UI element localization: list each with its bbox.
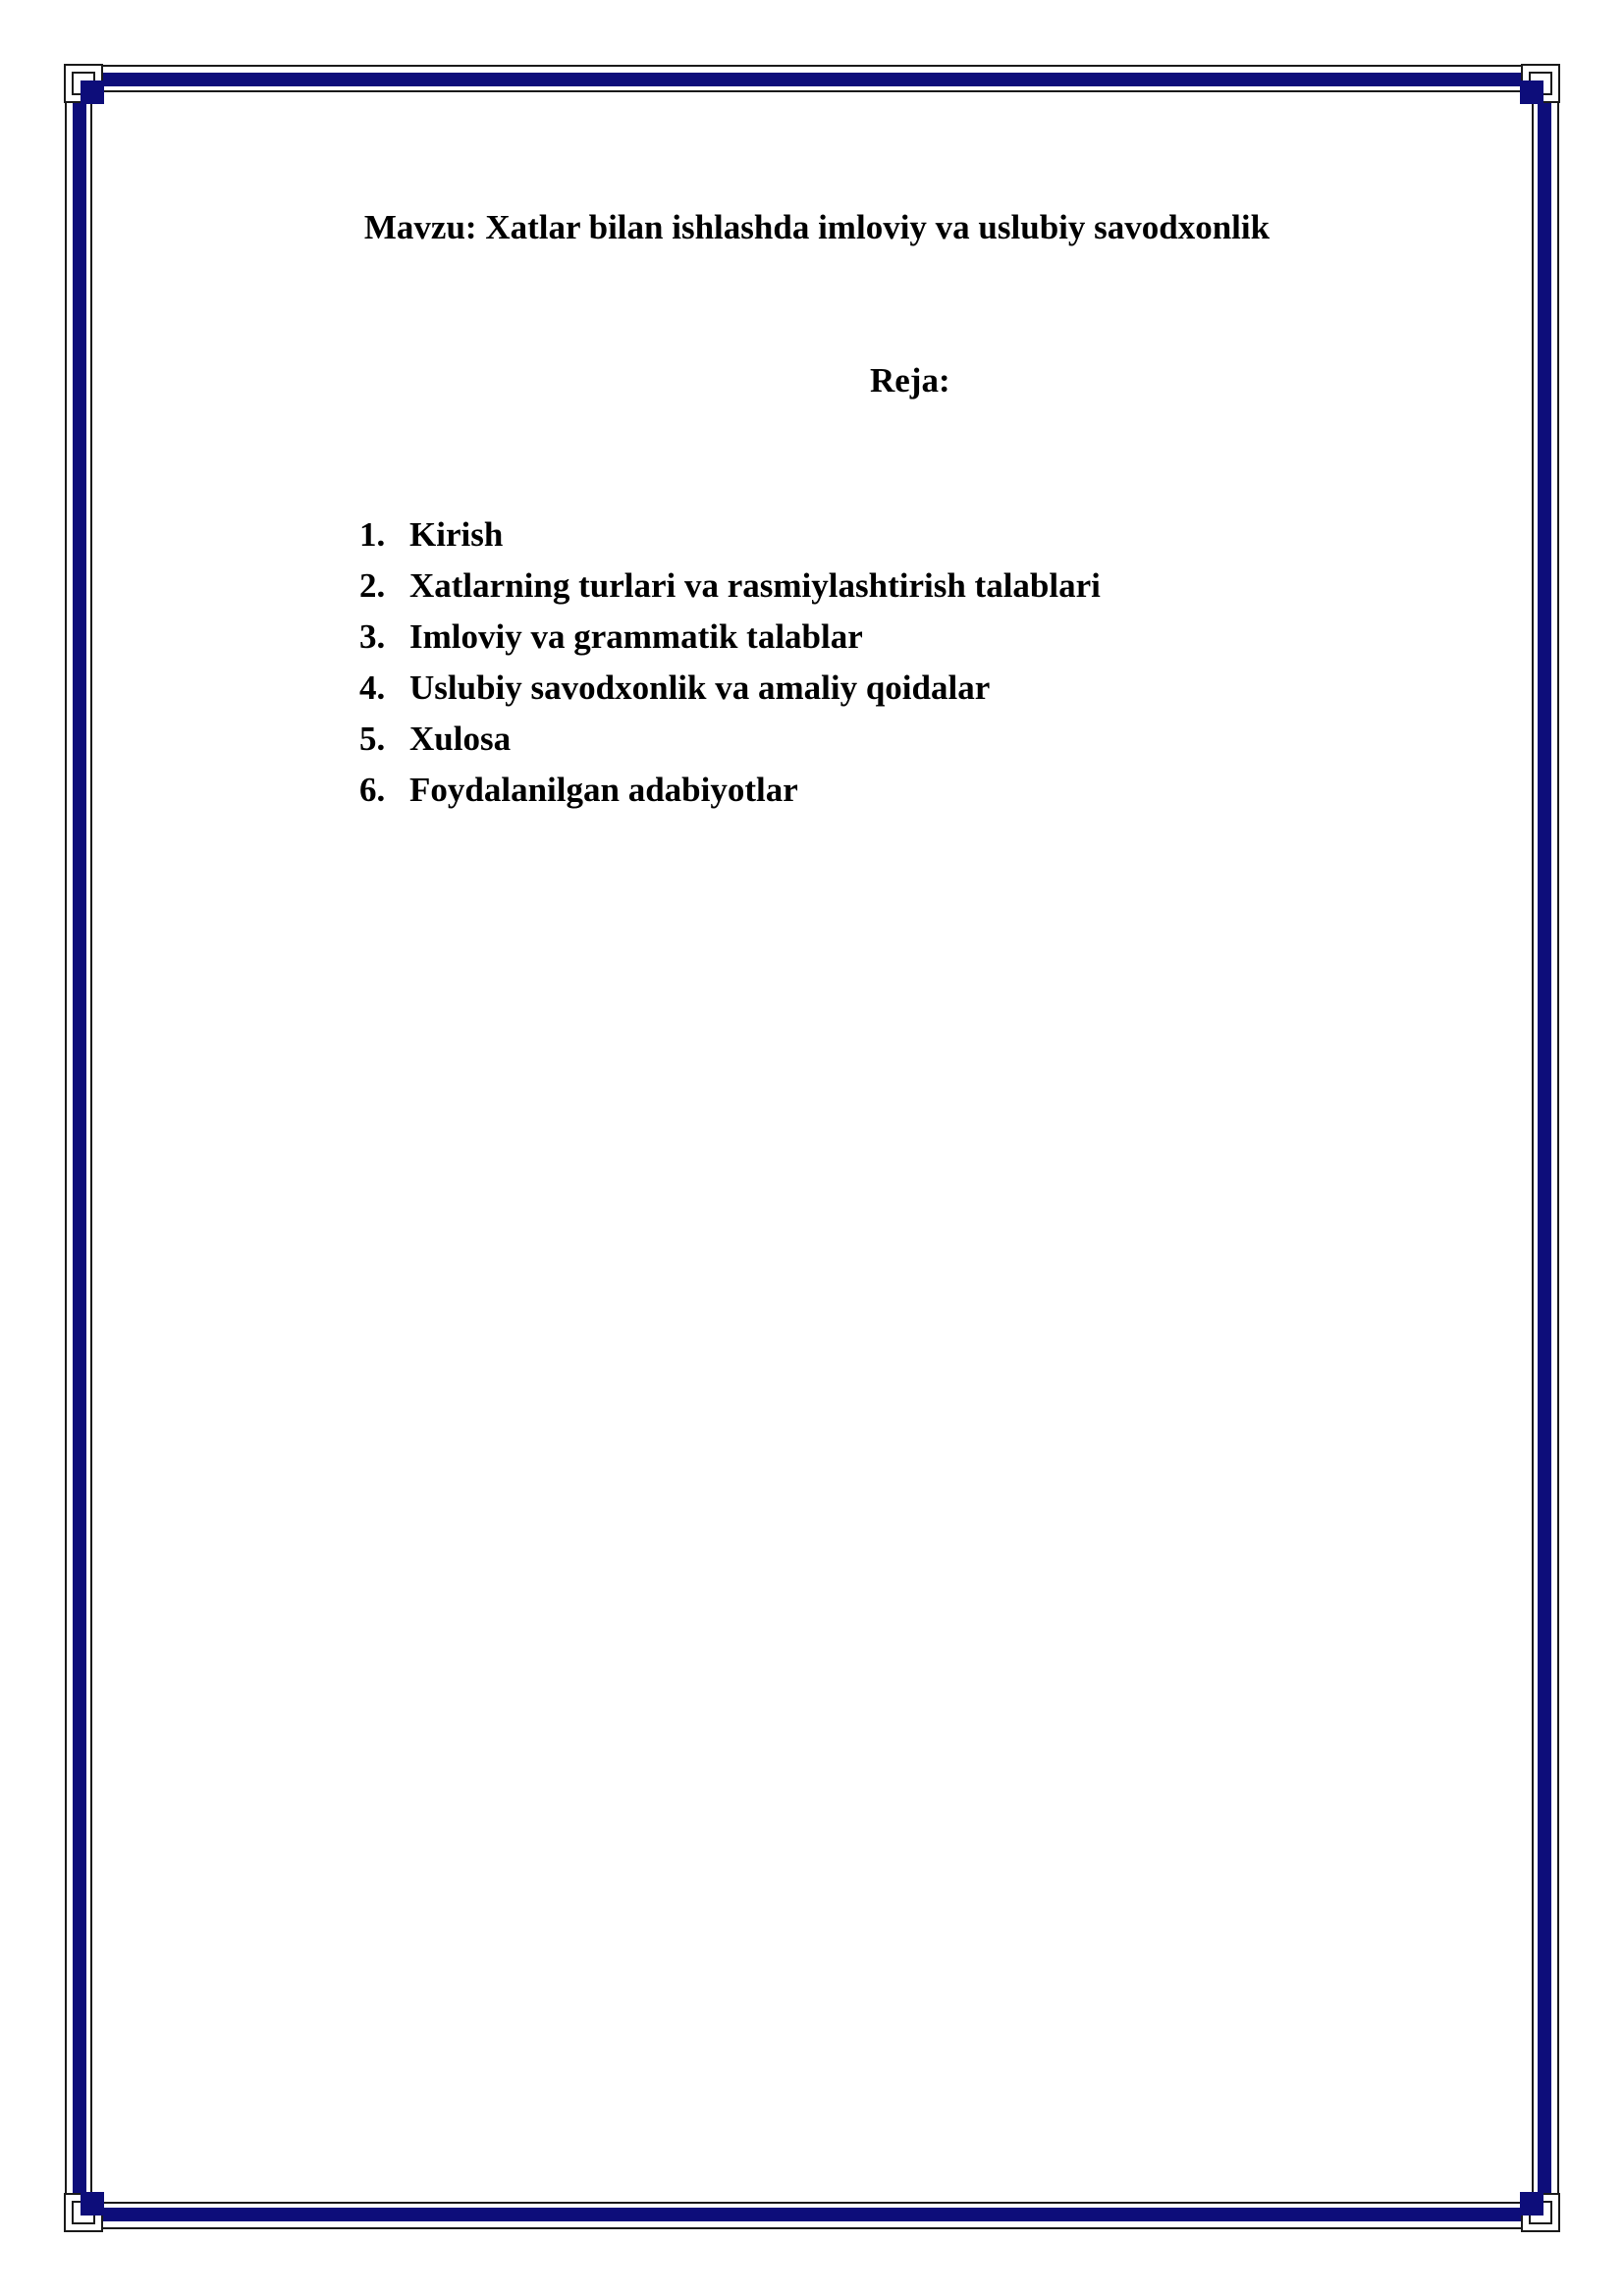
plan-item-number: 6. <box>359 771 386 809</box>
plan-list-item <box>359 765 1101 816</box>
corner-ornament-bottom-right <box>1520 2192 1561 2233</box>
plan-list-item <box>359 561 1101 612</box>
corner-ornament-top-right <box>1520 63 1561 104</box>
plan-item-number: 1. <box>359 515 386 554</box>
corner-ornament-top-left <box>63 63 104 104</box>
plan-list-item <box>359 612 1101 663</box>
plan-list-item <box>359 714 1101 765</box>
plan-heading: Reja: <box>870 361 950 400</box>
plan-item-text: Imloviy va grammatik talablar <box>409 617 863 656</box>
page-border-inner-line <box>90 90 1534 2204</box>
plan-item-text: Uslubiy savodxonlik va amaliy qoidalar <box>409 668 991 707</box>
plan-item-number: 5. <box>359 720 386 758</box>
document-title: Mavzu: Xatlar bilan ishlashda imloviy va uslubiy savodxonlik <box>363 208 1271 246</box>
plan-item-number: 3. <box>359 617 386 656</box>
plan-item-text: Xulosa <box>409 720 512 758</box>
plan-list <box>359 509 1101 816</box>
plan-list-item <box>359 663 1101 714</box>
plan-item-number: 2. <box>359 566 386 605</box>
plan-item-text: Kirish <box>409 515 504 554</box>
plan-item-number: 4. <box>359 668 386 707</box>
plan-list-item <box>359 509 1101 561</box>
corner-ornament-bottom-left <box>63 2192 104 2233</box>
plan-item-text: Xatlarning turlari va rasmiylashtirish talablari <box>409 566 1101 605</box>
plan-item-text: Foydalanilgan adabiyotlar <box>409 771 798 809</box>
